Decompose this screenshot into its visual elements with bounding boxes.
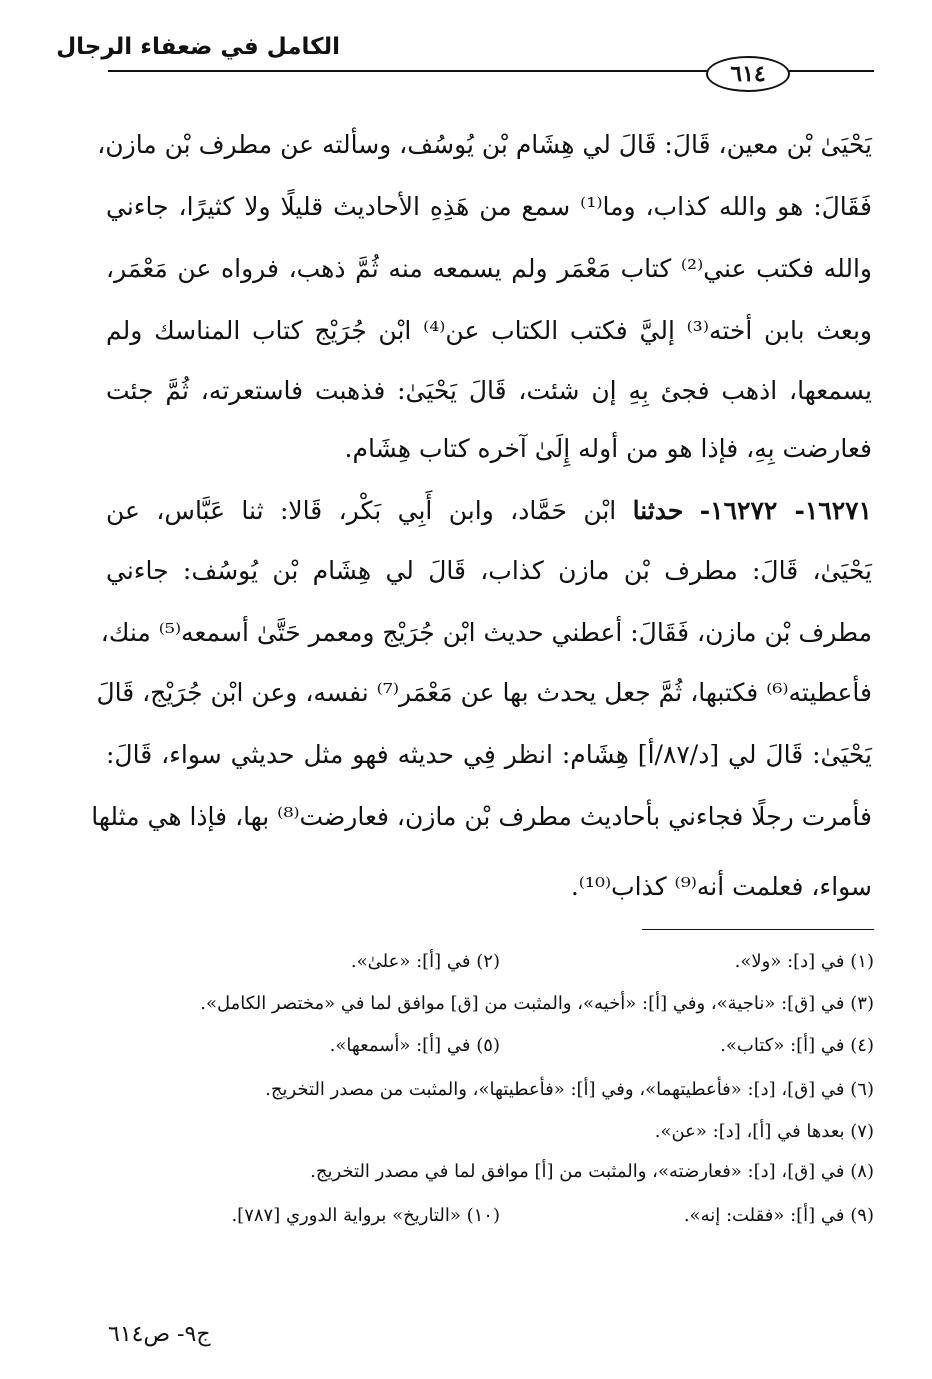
body-line: يسمعها، اذهب فجئ بِهِ إن شئت، قَالَ يَحْيَىٰ: فذهبت فاستعرته، ثُمَّ جئت bbox=[106, 376, 872, 405]
volume-page-marker: ج٩- ص٦١٤ bbox=[108, 1322, 211, 1347]
hadith-line-rest: ابْن حَمَّاد، وابن أَبِي بَكْر، قَالا: ثنا عَبَّاس، عن bbox=[106, 496, 617, 525]
hadith-line bbox=[106, 496, 872, 526]
page-number: ٦١٤ bbox=[706, 56, 790, 92]
footnote-1: (١) في [د]: «ولا». bbox=[734, 951, 874, 972]
body-line: سواء، فعلمت أنه⁽⁹⁾ كذاب⁽¹⁰⁾. bbox=[570, 872, 872, 901]
body-line: فأعطيته⁽⁶⁾ فكتبها، ثُمَّ جعل يحدث بها عن مَعْمَر⁽⁷⁾ نفسه، وعن ابْن جُرَيْج، قَالَ bbox=[96, 678, 872, 707]
body-line: فأمرت رجلًا فجاءني بأحاديث مطرف بْن مازن، فعارضت⁽⁸⁾ بها، فإذا هي مثلها bbox=[91, 802, 872, 831]
body-line: فعارضت بِهِ، فإذا هو من أوله إِلَىٰ آخره كتاب هِشَام. bbox=[344, 434, 872, 463]
footnote-4: (٤) في [أ]: «كتاب». bbox=[720, 1035, 874, 1056]
footnote-8: (٨) في [ق]، [د]: «فعارضته»، والمثبت من [أ] موافق لما في مصدر التخريج. bbox=[310, 1161, 874, 1182]
body-line: مطرف بْن مازن، فَقَالَ: أعطني حديث ابْن جُرَيْج ومعمر حَتَّىٰ أسمعه⁽⁵⁾ منك، bbox=[100, 618, 872, 647]
footnote-10: (١٠) «التاريخ» برواية الدوري [٧٨٧]. bbox=[231, 1205, 500, 1226]
footnote-9: (٩) في [أ]: «فقلت: إنه». bbox=[683, 1205, 874, 1226]
body-line: فَقَالَ: هو والله كذاب، وما⁽¹⁾ سمع من هَذِهِ الأحاديث قليلًا ولا كثيرًا، جاءني bbox=[106, 192, 872, 221]
body-line: يَحْيَىٰ بْن معين، قَالَ: قَالَ لي هِشَام بْن يُوسُف، وسألته عن مطرف بْن مازن، bbox=[97, 130, 872, 159]
haddathana-word: حدثنا bbox=[632, 496, 684, 525]
hadith-numbers: ١٦٢٧١- ١٦٢٧٢- bbox=[699, 496, 872, 525]
footnote-7: (٧) بعدها في [أ]، [د]: «عن». bbox=[654, 1121, 874, 1142]
footnote-rule bbox=[642, 929, 874, 930]
body-line: والله فكتب عني⁽²⁾ كتاب مَعْمَر ولم يسمعه منه ثُمَّ ذهب، فرواه عن مَعْمَر، bbox=[106, 254, 872, 283]
book-title: الكامل في ضعفاء الرجال bbox=[56, 34, 340, 60]
body-line: يَحْيَىٰ: قَالَ لي [د/٨٧/أ] هِشَام: انظر فِي حديثه فهو مثل حديثي سواء، قَالَ: bbox=[106, 740, 872, 769]
footnote-6: (٦) في [ق]، [د]: «فأعطيتهما»، وفي [أ]: «فأعطيتها»، والمثبت من مصدر التخريج. bbox=[265, 1079, 874, 1100]
footnote-3: (٣) في [ق]: «ناجية»، وفي [أ]: «أخيه»، والمثبت من [ق] موافق لما في «مختصر الكامل». bbox=[200, 993, 874, 1014]
body-line: يَحْيَىٰ، قَالَ: مطرف بْن مازن كذاب، قَالَ لي هِشَام بْن يُوسُف: جاءني bbox=[106, 556, 872, 585]
footnote-5: (٥) في [أ]: «أسمعها». bbox=[329, 1035, 500, 1056]
body-line: وبعث بابن أخته⁽³⁾ إليَّ فكتب الكتاب عن⁽⁴⁾ ابْن جُرَيْج كتاب المناسك ولم bbox=[106, 316, 872, 345]
footnote-2: (٢) في [أ]: «علىٰ». bbox=[350, 951, 500, 972]
